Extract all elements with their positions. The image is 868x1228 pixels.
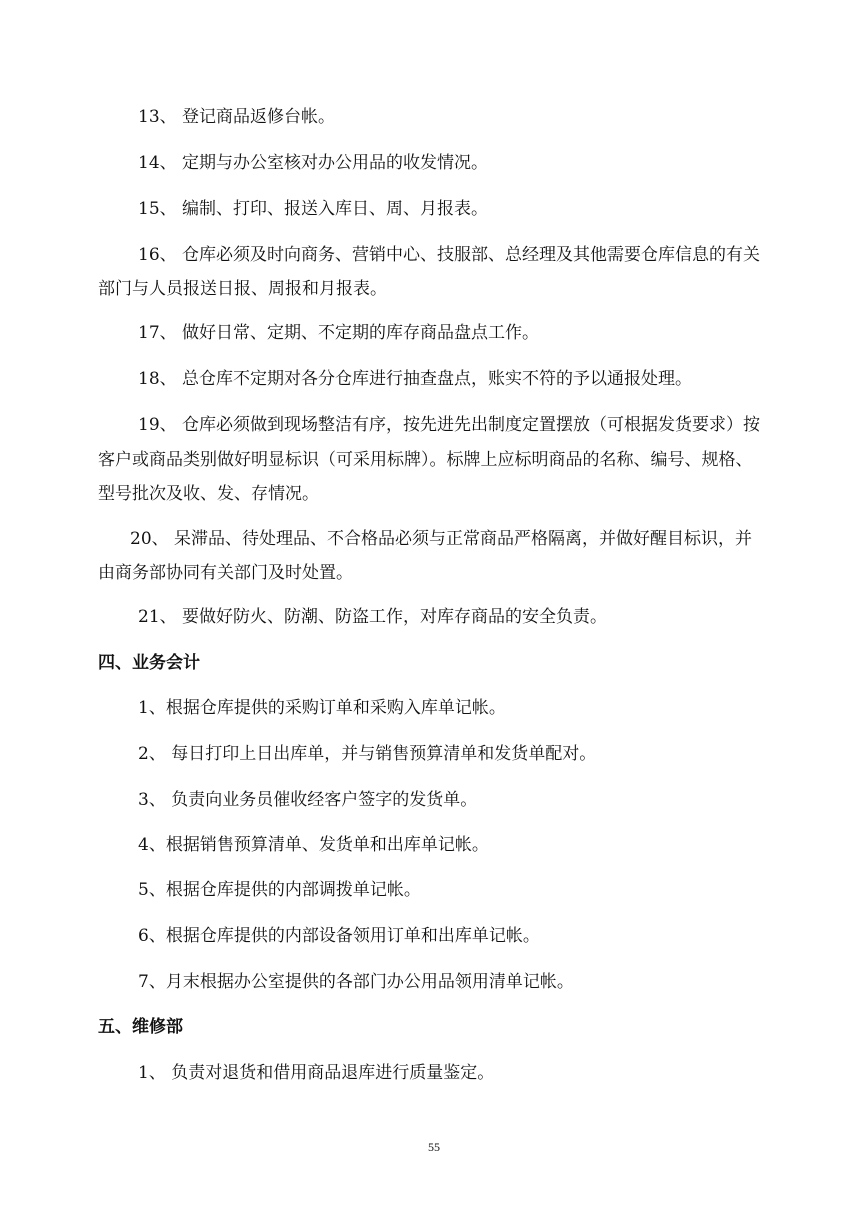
item-19-line-1 — [0, 414, 868, 436]
item-19-line-2 — [0, 449, 868, 471]
item-19-line-3 — [0, 483, 868, 505]
accounting-item-5 — [0, 879, 868, 901]
accounting-item-7 — [0, 971, 868, 993]
accounting-item-2-text: 2、 每日打印上日出库单，并与销售预算清单和发货单配对。 — [138, 744, 597, 764]
section-heading-4-text: 四、业务会计 — [98, 653, 200, 673]
item-20-line-1 — [0, 528, 868, 550]
section-heading-4 — [0, 652, 868, 674]
item-20-line-2 — [0, 562, 868, 584]
accounting-item-4-text: 4、根据销售预算清单、发货单和出库单记帐。 — [138, 835, 489, 855]
repair-item-1-text: 1、 负责对退货和借用商品退库进行质量鉴定。 — [138, 1063, 495, 1083]
item-18-text: 18、 总仓库不定期对各分仓库进行抽查盘点，账实不符的予以通报处理。 — [138, 369, 693, 389]
item-14-text: 14、 定期与办公室核对办公用品的收发情况。 — [138, 153, 489, 173]
accounting-item-3-text: 3、 负责向业务员催收经客户签字的发货单。 — [138, 790, 478, 810]
item-15 — [0, 198, 868, 220]
accounting-item-4 — [0, 834, 868, 856]
item-19-text-1: 19、 仓库必须做到现场整洁有序，按先进先出制度定置摆放（可根据发货要求）按 — [138, 415, 761, 435]
accounting-item-6 — [0, 925, 868, 947]
item-13 — [0, 106, 868, 128]
item-19-text-3: 型号批次及收、发、存情况。 — [98, 484, 319, 504]
accounting-item-1 — [0, 697, 868, 719]
accounting-item-3 — [0, 789, 868, 811]
item-21-text: 21、 要做好防火、防潮、防盗工作，对库存商品的安全负责。 — [138, 607, 608, 627]
item-16-text-1: 16、 仓库必须及时向商务、营销中心、技服部、总经理及其他需要仓库信息的有关 — [138, 245, 761, 265]
accounting-item-5-text: 5、根据仓库提供的内部调拨单记帐。 — [138, 880, 421, 900]
accounting-item-1-text: 1、根据仓库提供的采购订单和采购入库单记帐。 — [138, 698, 506, 718]
item-13-text: 13、 登记商品返修台帐。 — [138, 107, 336, 127]
item-17 — [0, 322, 868, 344]
item-16-line-2 — [0, 278, 868, 300]
repair-item-1 — [0, 1062, 868, 1084]
item-14 — [0, 152, 868, 174]
section-heading-5 — [0, 1016, 868, 1038]
item-20-text-2: 由商务部协同有关部门及时处置。 — [98, 563, 353, 583]
accounting-item-7-text: 7、月末根据办公室提供的各部门办公用品领用清单记帐。 — [138, 972, 574, 992]
accounting-item-2 — [0, 743, 868, 765]
item-16-text-2: 部门与人员报送日报、周报和月报表。 — [98, 279, 387, 299]
item-19-text-2: 客户或商品类别做好明显标识（可采用标牌）。标牌上应标明商品的名称、编号、规格、 — [98, 450, 753, 470]
item-16-line-1 — [0, 244, 868, 266]
item-15-text: 15、 编制、打印、报送入库日、周、月报表。 — [138, 199, 489, 219]
item-20-text-1: 20、 呆滞品、待处理品、不合格品必须与正常商品严格隔离，并做好醒目标识，并 — [130, 529, 753, 549]
page-number: 55 — [428, 1140, 440, 1154]
accounting-item-6-text: 6、根据仓库提供的内部设备领用订单和出库单记帐。 — [138, 926, 540, 946]
item-21 — [0, 606, 868, 628]
item-17-text: 17、 做好日常、定期、不定期的库存商品盘点工作。 — [138, 323, 540, 343]
section-heading-5-text: 五、维修部 — [98, 1017, 183, 1037]
item-18 — [0, 368, 868, 390]
